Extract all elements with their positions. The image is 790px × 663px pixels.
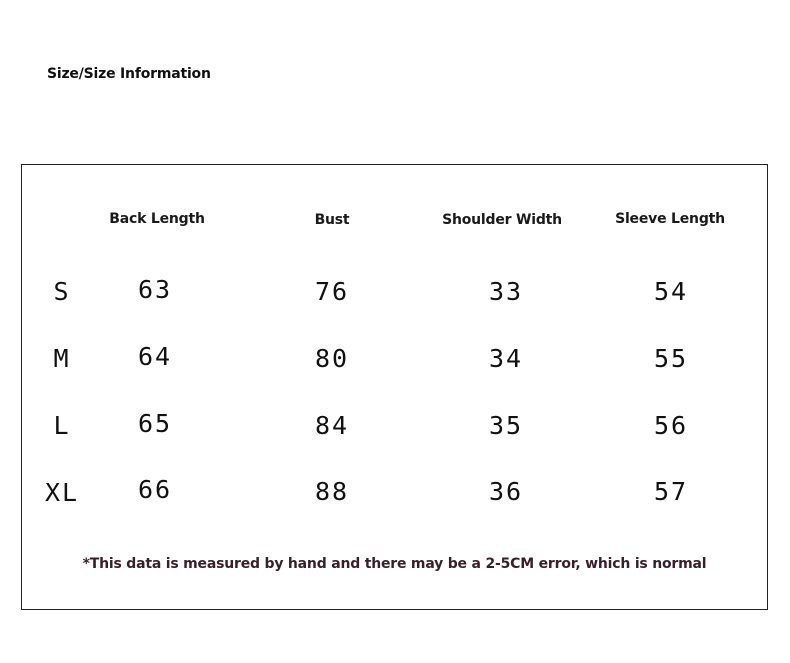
cell-s-sleeve-length: 54	[653, 277, 689, 306]
cell-xl-sleeve-length: 57	[653, 477, 689, 506]
header-bust: Bust	[314, 212, 350, 228]
cell-l-bust: 84	[314, 411, 350, 440]
cell-s-bust: 76	[314, 277, 350, 306]
cell-l-back-length: 65	[137, 409, 173, 438]
cell-m-back-length: 64	[137, 342, 173, 371]
size-label-m: M	[53, 344, 71, 373]
page-title: Size/Size Information	[47, 66, 211, 82]
cell-s-shoulder-width: 33	[488, 277, 524, 306]
cell-s-back-length: 63	[137, 275, 173, 304]
header-shoulder-width: Shoulder Width	[442, 212, 562, 228]
measurement-footnote: *This data is measured by hand and there may be a 2-5CM error, which is normal	[82, 556, 707, 572]
cell-l-shoulder-width: 35	[488, 411, 524, 440]
size-label-xl: XL	[44, 478, 80, 507]
header-sleeve-length: Sleeve Length	[615, 211, 725, 227]
size-chart-table	[21, 164, 768, 610]
size-label-l: L	[53, 411, 71, 440]
size-label-s: S	[53, 277, 71, 306]
cell-xl-bust: 88	[314, 477, 350, 506]
header-back-length: Back Length	[109, 211, 205, 227]
cell-xl-back-length: 66	[137, 475, 173, 504]
cell-m-sleeve-length: 55	[653, 344, 689, 373]
cell-m-bust: 80	[314, 344, 350, 373]
cell-xl-shoulder-width: 36	[488, 477, 524, 506]
cell-m-shoulder-width: 34	[488, 344, 524, 373]
cell-l-sleeve-length: 56	[653, 411, 689, 440]
